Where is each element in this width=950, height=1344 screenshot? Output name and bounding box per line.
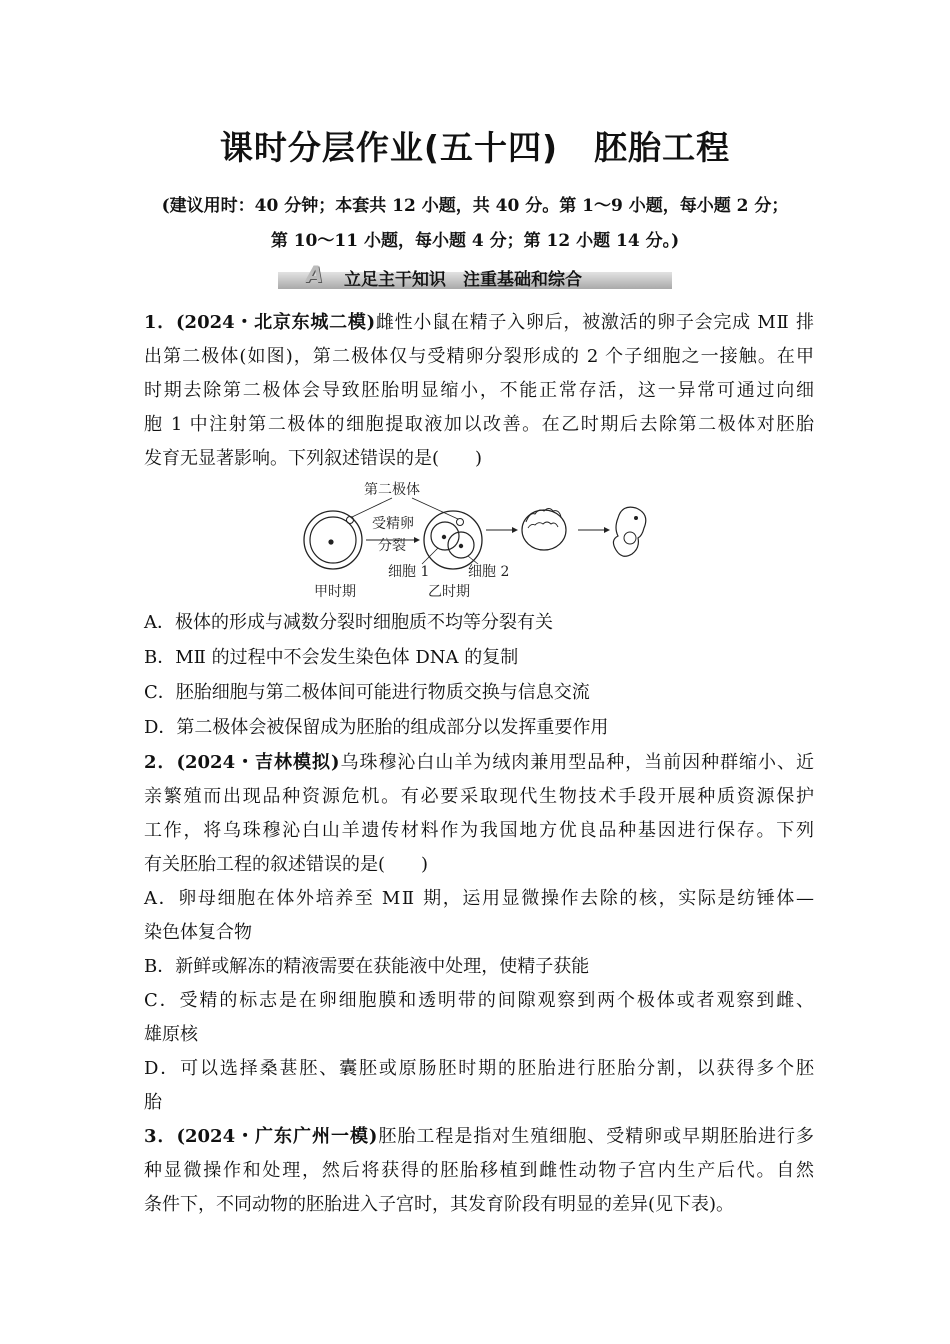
leader-cell-1: [422, 548, 438, 564]
section-badge: A: [306, 263, 324, 288]
q2-option-c-cont: 雄原核: [144, 1024, 198, 1045]
title-sub: 胚胎工程: [594, 128, 731, 167]
arrow-label-division: 分裂: [378, 538, 406, 554]
page-title: [0, 122, 950, 169]
q2-line-2: 亲繁殖而出现品种资源危机。有必要采取现代生物技术手段开展种质资源保护: [144, 786, 814, 807]
q1-text: 雌性小鼠在精子入卵后，被激活的卵子会完成 MⅡ 排: [375, 312, 814, 333]
q2-number: 2．: [144, 752, 177, 773]
morula: [522, 510, 566, 550]
q1-line-3: 时期去除第二极体会导致胚胎明显缩小，不能正常存活，这一异常可通过向细: [144, 380, 814, 401]
label-polar-body: 第二极体: [364, 482, 420, 498]
title-main: 课时分层作业(五十四): [219, 128, 559, 167]
embryo-eye: [624, 532, 636, 544]
label-stage-a: 甲时期: [314, 584, 356, 600]
q1-number: 1．: [144, 312, 177, 333]
cell-2-nucleus: [459, 544, 463, 548]
time-note-line-2: 第 10～11 小题，每小题 4 分；第 12 小题 14 分。): [270, 231, 680, 251]
arrow-3-head: [604, 527, 610, 533]
q2-option-d: D．可以选择桑葚胚、囊胚或原肠胚时期的胚胎进行胚胎分割，以获得多个胚: [144, 1058, 814, 1079]
q2-option-d-cont: 胎: [144, 1092, 162, 1113]
q1-line-2: 出第二极体(如图)，第二极体仅与受精卵分裂形成的 2 个子细胞之一接触。在甲: [144, 346, 814, 367]
leader-polar-a: [352, 498, 392, 517]
q2-option-a-cont: 染色体复合物: [144, 922, 252, 943]
section-banner: [278, 263, 672, 289]
q2-text: 乌珠穆沁白山羊为绒肉兼用型品种，当前因种群缩小、近: [339, 752, 814, 773]
leader-polar-b: [412, 498, 458, 519]
q2-option-b: B．新鲜或解冻的精液需要在获能液中处理，使精子获能: [144, 956, 590, 977]
q3-text: 胚胎工程是指对生殖细胞、受精卵或早期胚胎进行多: [377, 1126, 814, 1147]
q1-line-4: 胞 1 中注射第二极体的细胞提取液加以改善。在乙时期后去除第二极体对胚胎: [144, 414, 814, 435]
cell-1-nucleus: [442, 535, 446, 539]
egg-membrane: [310, 517, 356, 563]
label-stage-b: 乙时期: [428, 584, 470, 600]
polar-body-b: [457, 519, 464, 526]
q2-option-a: A．卵母细胞在体外培养至 MⅡ 期，运用显微操作去除的核，实际是纺锤体—: [144, 888, 814, 909]
q3-line-2: 种显微操作和处理，然后将获得的胚胎移植到雌性动物子宫内生产后代。自然: [144, 1160, 814, 1181]
q3-number: 3．: [144, 1126, 177, 1147]
q1-option-a: A．极体的形成与减数分裂时细胞质不均等分裂有关: [144, 612, 553, 633]
label-cell-2: 细胞 2: [468, 564, 510, 580]
label-cell-1: 细胞 1: [388, 564, 430, 580]
arrow-label-fertilized: 受精卵: [372, 516, 414, 532]
q1-option-d: D．第二极体会被保留成为胚胎的组成部分以发挥重要作用: [144, 717, 609, 738]
arrow-2-head: [512, 527, 518, 533]
embryo-dot: [634, 516, 638, 520]
section-label: 立足主干知识 注重基础和综合: [344, 270, 582, 290]
q2-line-3: 工作，将乌珠穆沁白山羊遗传材料作为我国地方优良品种基因进行保存。下列: [144, 820, 814, 841]
q3-line-3: 条件下，不同动物的胚胎进入子宫时，其发育阶段有明显的差异(见下表)。: [144, 1194, 735, 1215]
arrow-1-head: [414, 537, 420, 543]
q2-option-c: C．受精的标志是在卵细胞膜和透明带的间隙观察到两个极体或者观察到雌、: [144, 990, 814, 1011]
q1-line-5: 发育无显著影响。下列叙述错误的是( ): [144, 448, 483, 469]
q1-source: (2024・北京东城二模): [176, 312, 376, 333]
q3-line-1: [144, 1124, 814, 1150]
q2-line-1: [144, 750, 814, 776]
morula-cells-2: [528, 522, 558, 528]
q1-option-b: B．MⅡ 的过程中不会发生染色体 DNA 的复制: [144, 647, 519, 668]
q1-option-c: C．胚胎细胞与第二极体间可能进行物质交换与信息交流: [144, 682, 590, 703]
q2-source: (2024・吉林模拟): [176, 752, 340, 773]
q2-line-4: 有关胚胎工程的叙述错误的是( ): [144, 854, 429, 875]
polar-body-a: [347, 517, 354, 524]
embryo-development-figure: [300, 478, 660, 602]
q3-source: (2024・广东广州一模): [176, 1126, 378, 1147]
morula-cells: [526, 509, 561, 523]
q1-line-1: [144, 310, 814, 336]
time-note-line-1: (建议用时：40 分钟；本套共 12 小题，共 40 分。第 1～9 小题，每小题 2 分；: [161, 196, 789, 216]
egg-nucleus: [328, 539, 333, 544]
